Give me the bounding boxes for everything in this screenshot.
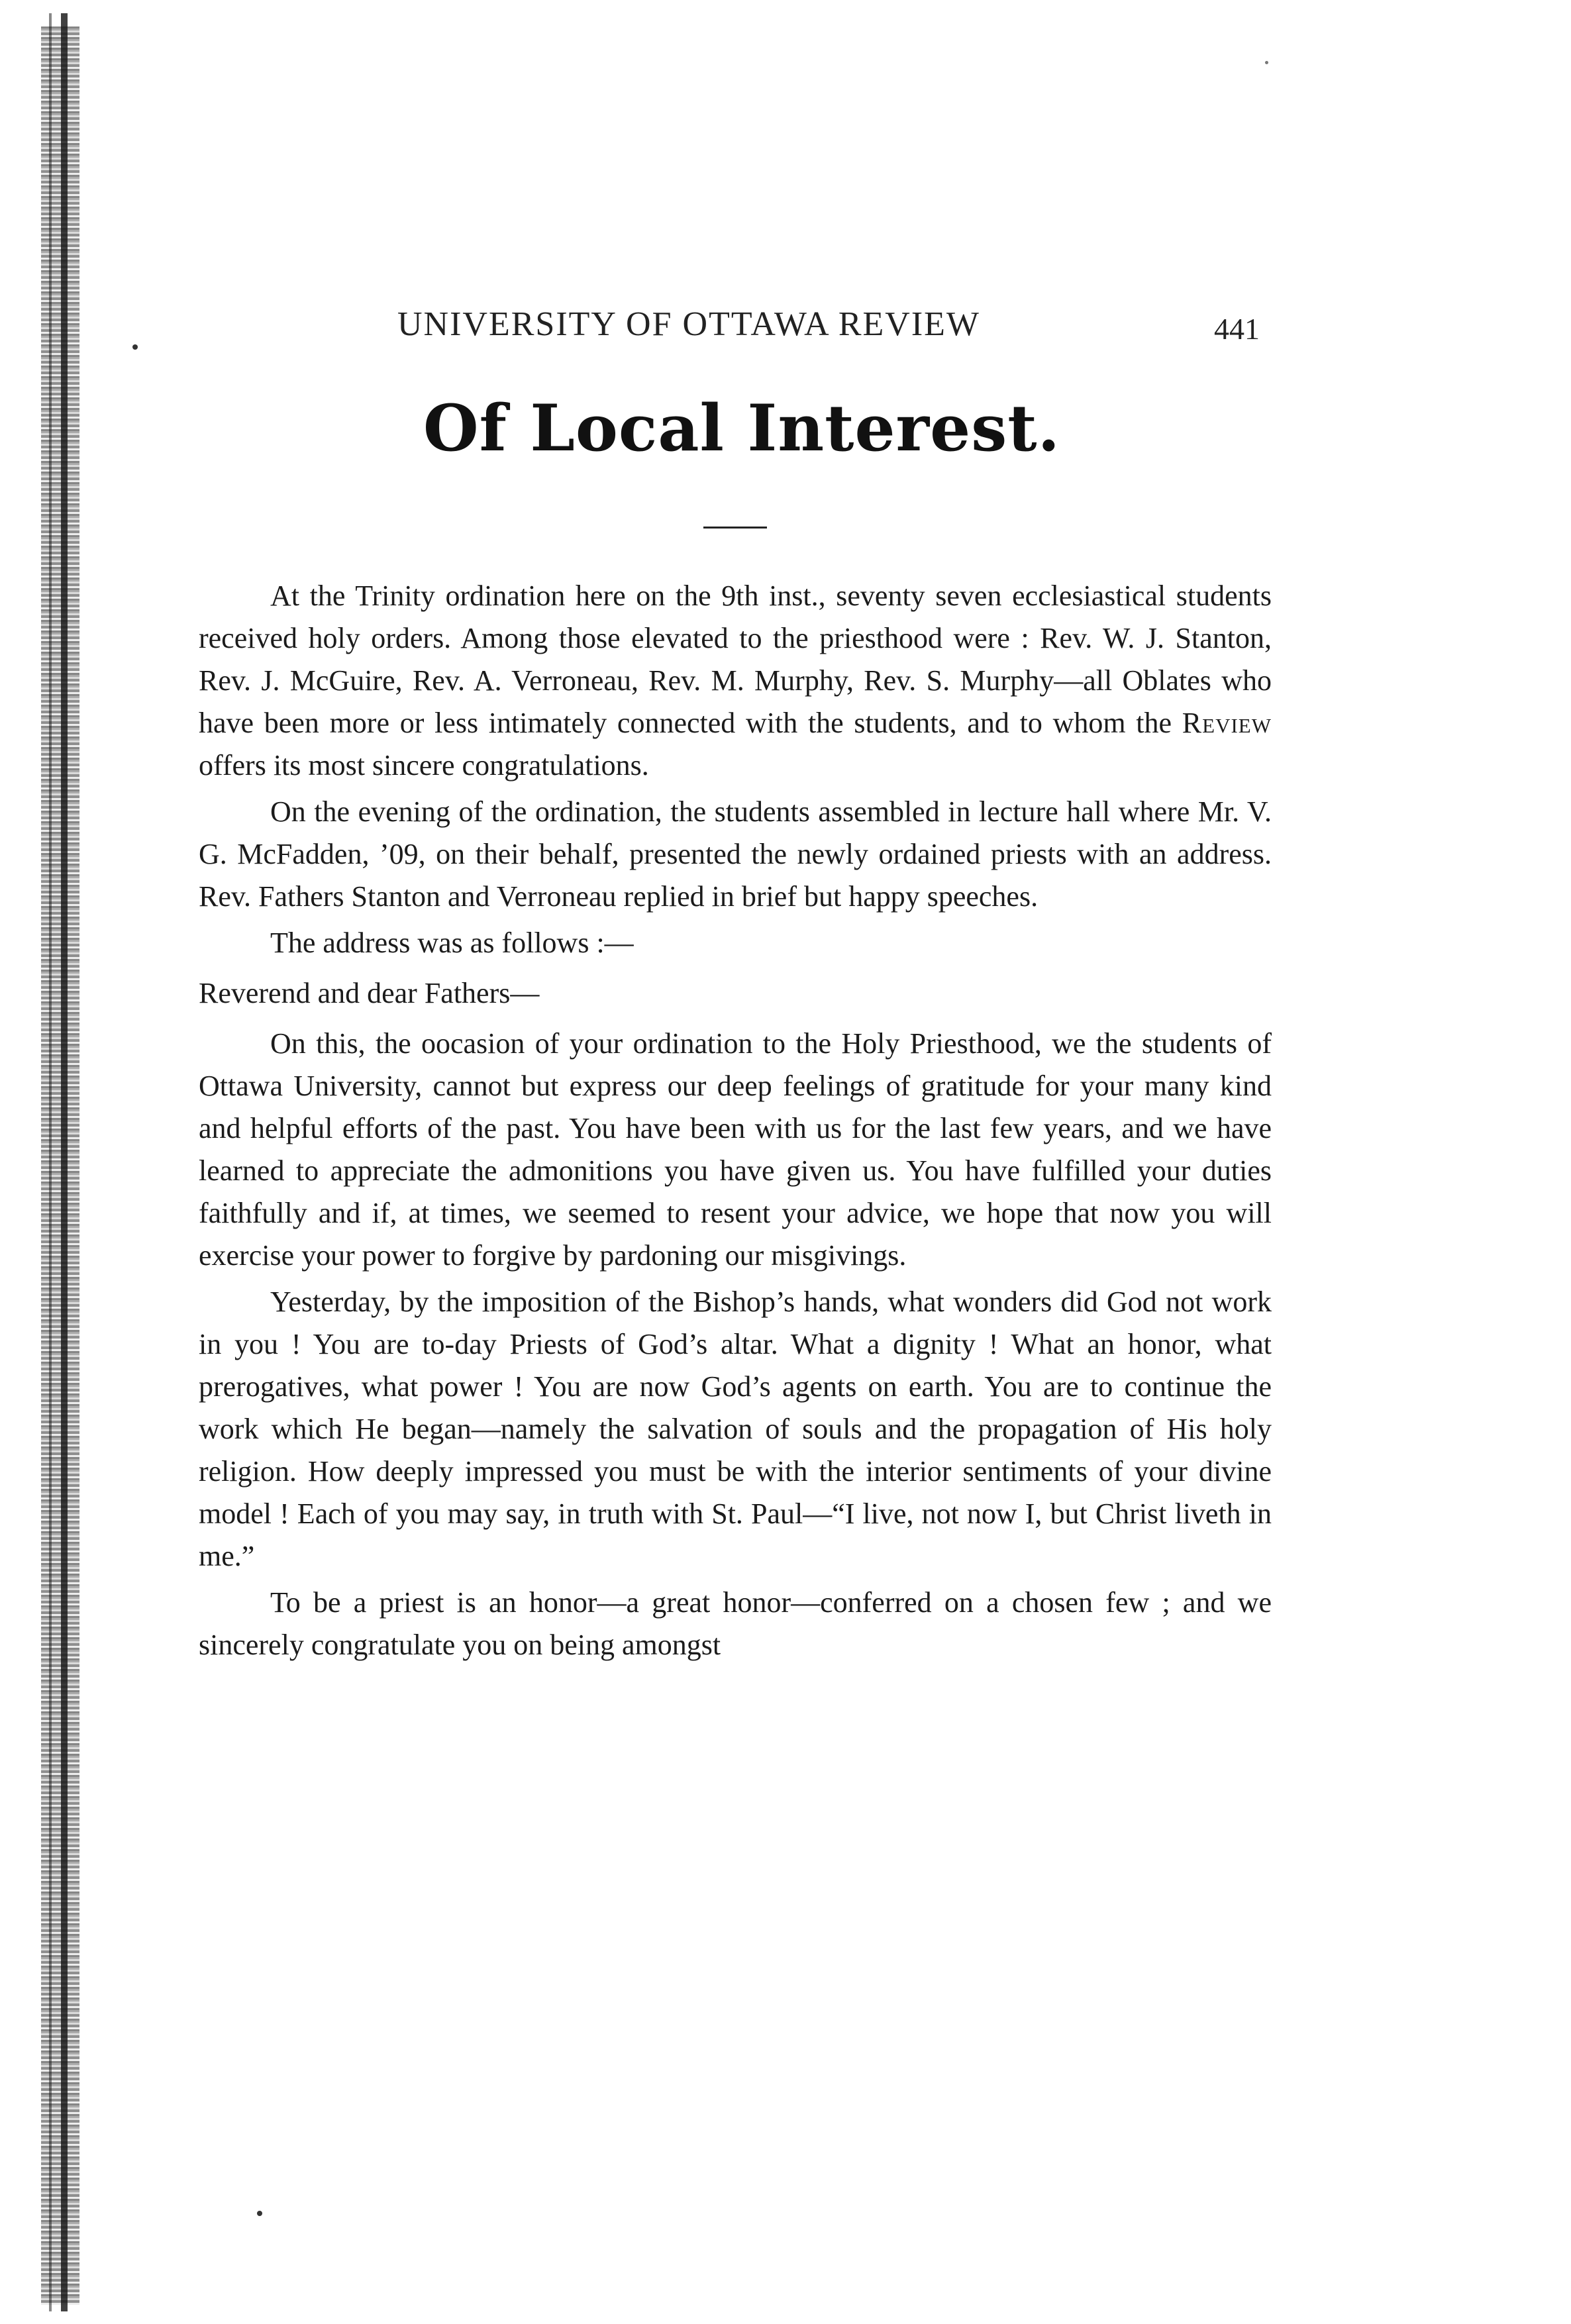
salutation: Reverend and dear Fathers—: [199, 977, 540, 1009]
paragraph-text: At the Trinity ordination here on the 9th inst., seventy seven ecclesiastical students received holy orders. Among those elevated to the priesthood were : Rev. W. J. Stanton, Rev. J. McGuire, Rev. A. Verroneau, Rev. M. Murphy, Rev. S. Murphy—all Oblates who have been more or less intimately connected with the students, and to whom the: [199, 580, 1272, 739]
paragraph-evening: On the evening of the ordination, the students assembled in lecture hall where Mr. V. G. McFadden, ’09, on their behalf, presented the newly ordained priests with an address. Rev. Fathers Stanton and Verroneau replied in brief but happy speeches.: [199, 795, 1272, 913]
scanned-binding-edge: [41, 26, 79, 2305]
paragraph-priesthood: Yesterday, by the imposition of the Bishop’s hands, what wonders did God not work in you ! You are to-day Priests of God’s altar. What a dignity ! What an honor, what prerogatives, what power ! You are now God’s agents on earth. You are to continue the work which He began—namely the salvation of souls and the propagation of His holy religion. How deeply impressed you must be with the interior sentiments of your divine model ! Each of you may say, in truth with St. Paul—“I live, not now I, but Christ liveth in me.”: [199, 1286, 1272, 1572]
paragraph-ordination: [199, 575, 1272, 787]
scan-speck: [1265, 61, 1268, 64]
section-title: Of Local Interest.: [423, 391, 1060, 466]
paragraph-text: offers its most sincere congratulations.: [199, 749, 649, 782]
page-number: 441: [1214, 312, 1260, 346]
review-name: Review: [1182, 707, 1272, 739]
paragraph-gratitude: On this, the oocasion of your ordination to the Holy Priesthood, we the students of Ottawa University, cannot but express our deep feelings of gratitude for your many kind and helpful efforts of the past. You have been with us for the last few years, and we have learned to appreciate the admonitions you have given us. You have fulfilled your duties faithfully and if, at times, we seemed to resent your advice, we hope that now you will exercise your power to forgive by pardoning our misgivings.: [199, 1027, 1272, 1272]
running-head: [199, 278, 1272, 346]
page-content: [199, 278, 1272, 1670]
binding-shadow-line-thin: [49, 13, 52, 2311]
binding-shadow-line: [61, 13, 68, 2311]
paragraph-address-intro: The address was as follows :—: [270, 927, 634, 959]
scan-speck: [132, 344, 138, 350]
article-body: [199, 575, 1272, 1666]
scan-speck: [257, 2211, 262, 2216]
paragraph-honor: To be a priest is an honor—a great honor—conferred on a chosen few ; and we sincerely congratulate you on being amongst: [199, 1586, 1272, 1661]
title-divider: [703, 527, 767, 529]
journal-title: UNIVERSITY OF OTTAWA REVIEW: [397, 305, 980, 343]
